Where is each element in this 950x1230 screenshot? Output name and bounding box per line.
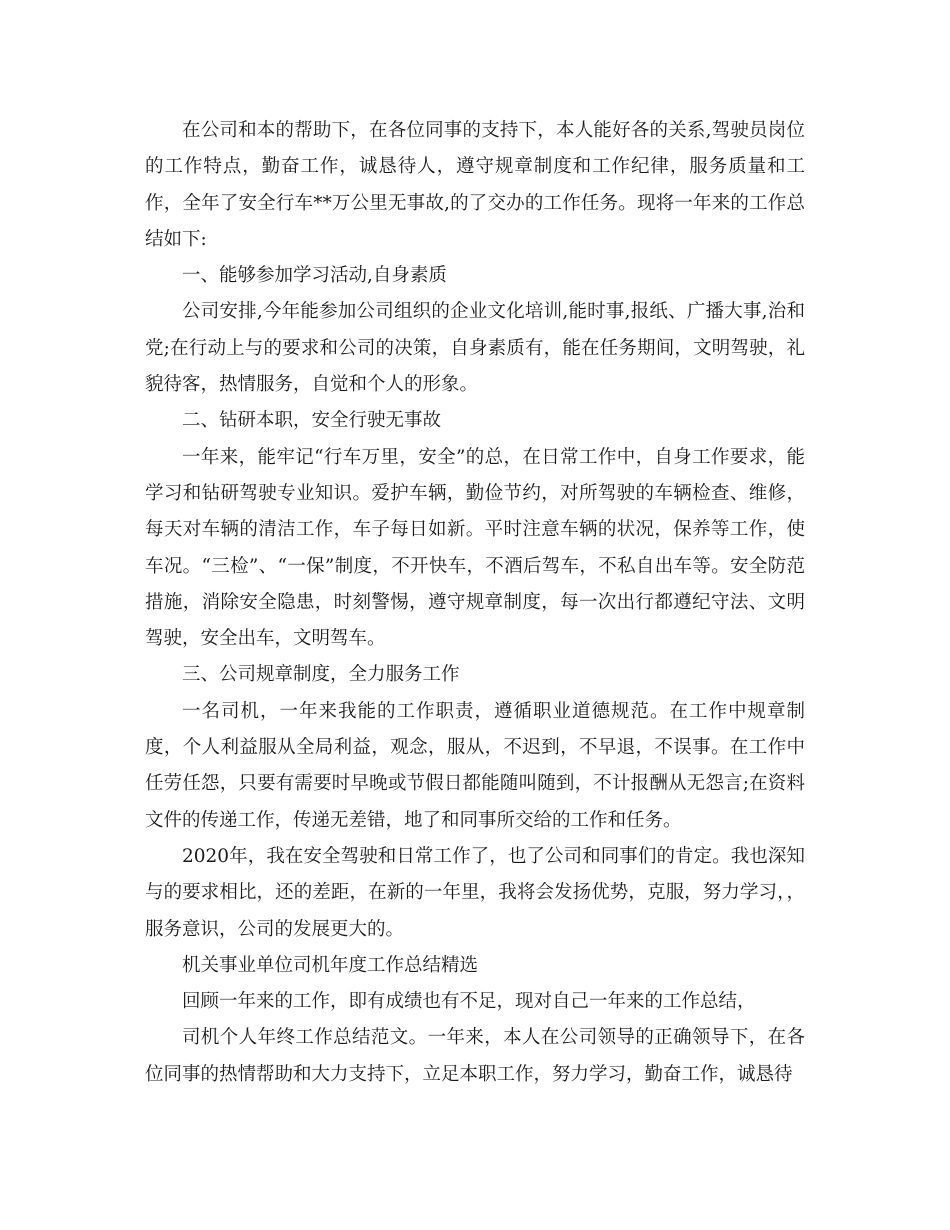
section-heading-1: 一、能够参加学习活动,自身素质 <box>182 265 447 287</box>
section-1-paragraph: 公司安排,今年能参加公司组织的企业文化培训,能时事,报纸、广播大事,治和党;在行动上与的要求和公司的决策，自身素质有，能在任务期间，文明驾驶，礼貌待客，热情服务，自觉和个人的形象。 <box>145 301 805 396</box>
intro-paragraph: 在公司和本的帮助下，在各位同事的支持下，本人能好各的关系,驾驶员岗位的工作特点，勤奋工作，诚恳待人，遵守规章制度和工作纪律，服务质量和工作，全年了安全行车**万公里无事故,的了交办的工作任务。现将一年来的工作总结如下: <box>145 120 805 250</box>
document-body <box>145 113 805 1093</box>
section-3-paragraph: 一名司机，一年来我能的工作职责，遵循职业道德规范。在工作中规章制度，个人利益服从全局利益，观念，服从，不迟到，不早退，不误事。在工作中任劳任怨，只要有需要时早晚或节假日都能随叫随到，不计报酬从无怨言;在资料文件的传递工作，传递无差错，地了和同事所交给的工作和任务。 <box>145 700 805 831</box>
second-title: 机关事业单位司机年度工作总结精选 <box>182 954 479 976</box>
section-2-paragraph: 一年来，能牢记“行车万里，安全”的总，在日常工作中，自身工作要求，能学习和钻研驾驶专业知识。爱护车辆，勤俭节约，对所驾驶的车辆检查、维修，每天对车辆的清洁工作，车子每日如新。平时注意车辆的状况，保养等工作，使车况。“三检”、“一保”制度，不开快车，不酒后驾车，不私自出车等。安全防范措施，消除安全隐患，时刻警惕，遵守规章制度，每一次出行都遵纪守法、文明驾驶，安全出车，文明驾车。 <box>145 446 805 650</box>
summary-paragraph: 2020年，我在安全驾驶和日常工作了，也了公司和同事们的肯定。我也深知与的要求相比，还的差距，在新的一年里，我将会发扬优势，克服，努力学习，，服务意识，公司的发展更大的。 <box>145 845 805 940</box>
section-heading-2: 二、钻研本职，安全行驶无事故 <box>182 410 442 432</box>
review-paragraph: 回顾一年来的工作，即有成绩也有不足，现对自己一年来的工作总结， <box>182 991 756 1013</box>
section-heading-3: 三、公司规章制度，全力服务工作 <box>182 664 460 686</box>
closing-paragraph: 司机个人年终工作总结范文。一年来，本人在公司领导的正确领导下，在各位同事的热情帮助和大力支持下，立足本职工作，努力学习，勤奋工作，诚恳待 <box>145 1027 805 1085</box>
